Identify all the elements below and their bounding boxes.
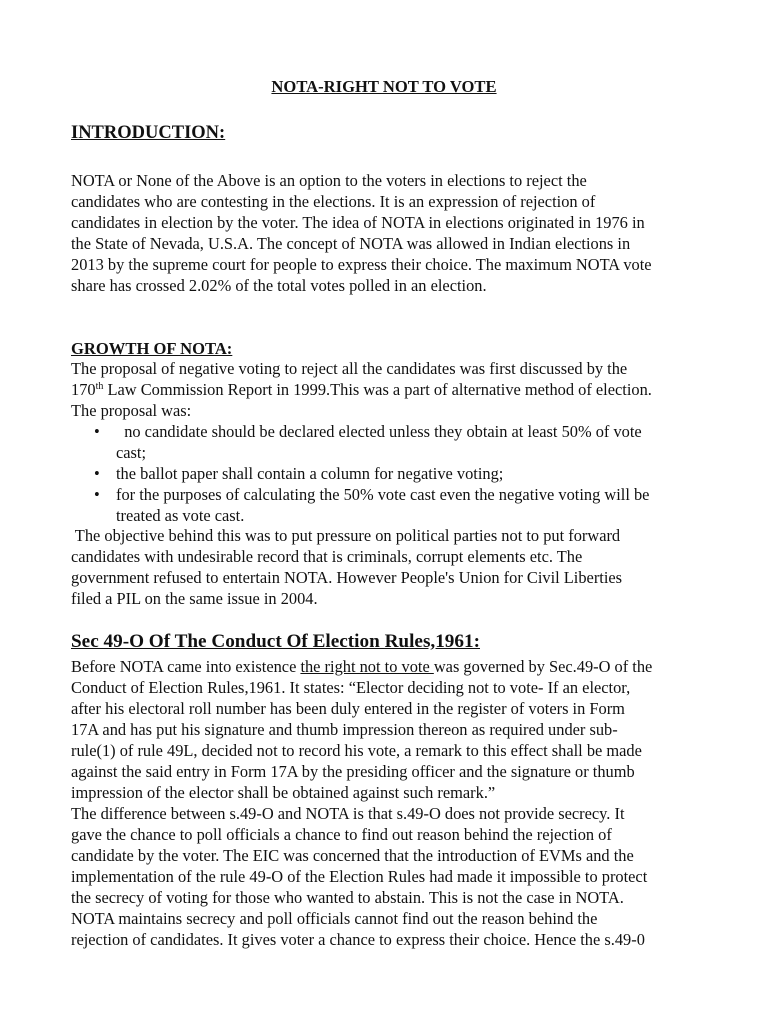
section-49o-line: after his electoral roll number has been duly entered in the register of voters in Form	[71, 699, 625, 718]
section-49o-line	[71, 656, 711, 677]
section-49o-line: implementation of the rule 49-O of the Election Rules had made it impossible to protect	[71, 867, 648, 886]
bullet-icon: •	[94, 422, 100, 441]
list-item	[71, 463, 711, 484]
growth-line: The proposal was:	[71, 401, 192, 420]
objective-line: filed a PIL on the same issue in 2004.	[71, 589, 318, 608]
list-item-line: the ballot paper shall contain a column for negative voting;	[116, 464, 504, 483]
section-49o-line: candidate by the voter. The EIC was concerned that the introduction of EVMs and the	[71, 846, 634, 865]
ordinal-suffix: th	[95, 381, 104, 392]
list-item	[71, 421, 711, 463]
objective-line: government refused to entertain NOTA. However People's Union for Civil Liberties	[71, 568, 623, 587]
introduction-line: NOTA or None of the Above is an option to the voters in elections to reject the	[71, 171, 587, 190]
list-item-line: cast;	[116, 443, 147, 462]
section-49o-line: rejection of candidates. It gives voter a chance to express their choice. Hence the s.49-0	[71, 930, 645, 949]
growth-line: The proposal of negative voting to reject all the candidates was first discussed by the	[71, 359, 628, 378]
section-49o-line: impression of the elector shall be obtained against such remark.”	[71, 783, 496, 802]
objective-paragraph	[71, 525, 711, 609]
growth-paragraph	[71, 358, 711, 421]
growth-line-rest: Law Commission Report in 1999.This was a part of alternative method of election.	[103, 380, 652, 399]
underlined-phrase: the right not to vote	[300, 657, 434, 676]
introduction-line: candidates in election by the voter. The idea of NOTA in elections originated in 1976 in	[71, 213, 645, 232]
introduction-line: share has crossed 2.02% of the total votes polled in an election.	[71, 276, 487, 295]
section-49o-line: NOTA maintains secrecy and poll officials cannot find out the reason behind the	[71, 909, 598, 928]
document-title: NOTA-RIGHT NOT TO VOTE	[271, 77, 497, 96]
introduction-line: the State of Nevada, U.S.A. The concept of NOTA was allowed in Indian elections in	[71, 234, 631, 253]
growth-heading: GROWTH OF NOTA:	[71, 339, 233, 358]
section-49o-heading: Sec 49-O Of The Conduct Of Election Rules,1961:	[71, 631, 480, 652]
bullet-icon: •	[94, 485, 100, 504]
section-49o-paragraph	[71, 656, 711, 950]
section-49o-line: the secrecy of voting for those who wanted to abstain. This is not the case in NOTA.	[71, 888, 624, 907]
growth-line	[71, 379, 711, 400]
introduction-paragraph	[71, 170, 711, 296]
section-49o-line: gave the chance to poll officials a chance to find out reason behind the rejection of	[71, 825, 612, 844]
list-item	[71, 484, 711, 526]
list-item-line: for the purposes of calculating the 50% vote cast even the negative voting will be	[116, 485, 650, 504]
section-49o-line: Conduct of Election Rules,1961. It states: “Elector deciding not to vote- If an elector,	[71, 678, 631, 697]
proposal-list	[71, 421, 711, 526]
section-49o-line: rule(1) of rule 49L, decided not to record his vote, a remark to this effect shall be made	[71, 741, 642, 760]
introduction-line: 2013 by the supreme court for people to express their choice. The maximum NOTA vote	[71, 255, 652, 274]
section-49o-line: The difference between s.49-O and NOTA is that s.49-O does not provide secrecy. It	[71, 804, 625, 823]
line-end: was governed by Sec.49-O of the	[433, 657, 653, 676]
section-49o-line: against the said entry in Form 17A by the presiding officer and the signature or thumb	[71, 762, 635, 781]
objective-line: candidates with undesirable record that is criminals, corrupt elements etc. The	[71, 547, 583, 566]
introduction-line: candidates who are contesting in the elections. It is an expression of rejection of	[71, 192, 596, 211]
introduction-heading: INTRODUCTION:	[71, 123, 226, 143]
ordinal-number: 170	[71, 380, 96, 399]
list-item-line: no candidate should be declared elected unless they obtain at least 50% of vote	[116, 422, 642, 441]
bullet-icon: •	[94, 464, 100, 483]
objective-line: The objective behind this was to put pressure on political parties not to put forward	[71, 526, 621, 545]
section-49o-line: 17A and has put his signature and thumb impression thereon as required under sub-	[71, 720, 618, 739]
line-start: Before NOTA came into existence	[71, 657, 301, 676]
list-item-line: treated as vote cast.	[116, 506, 245, 525]
